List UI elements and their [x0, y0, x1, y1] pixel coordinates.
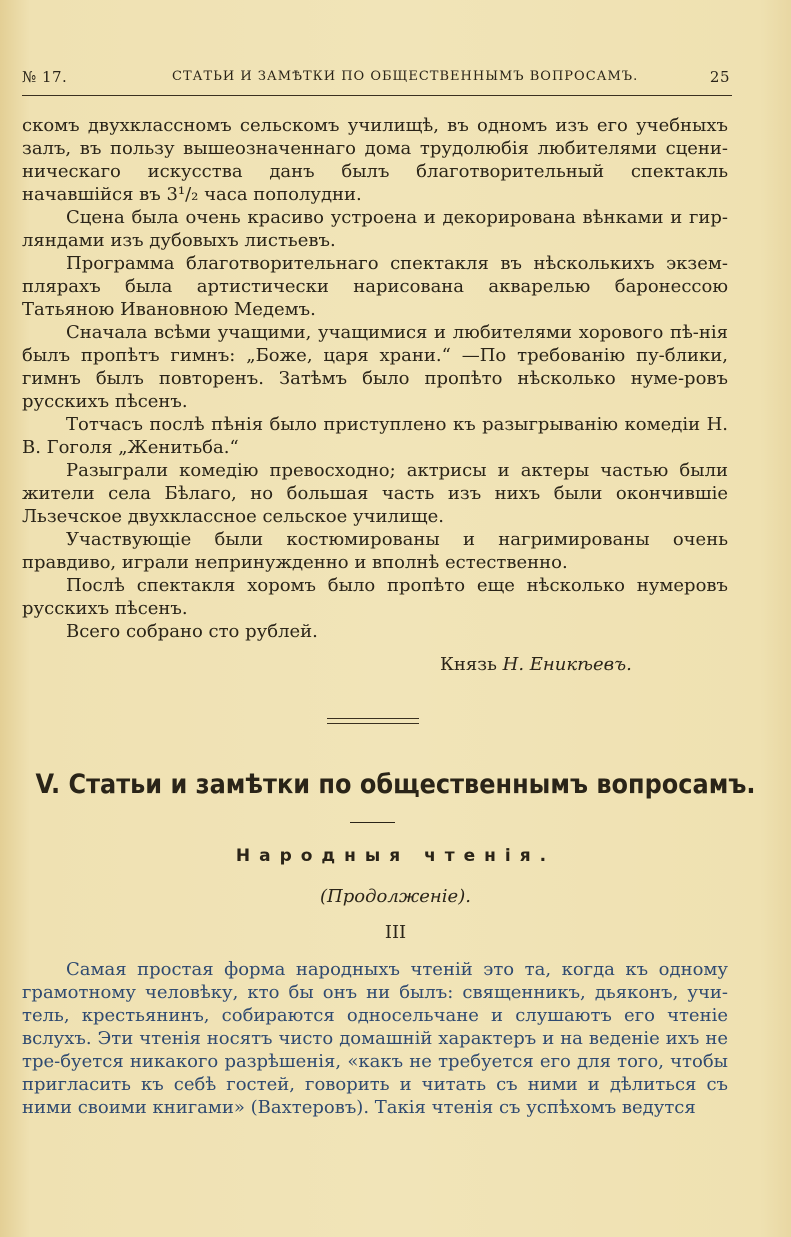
running-title: СТАТЬИ И ЗАМѢТКИ ПО ОБЩЕСТВЕННЫМЪ ВОПРОСАМЪ.	[172, 69, 639, 84]
section-title: V. Статьи и замѣтки по общественнымъ вопросамъ.	[35, 768, 756, 800]
paragraph: Разыграли комедію превосходно; актрисы и актеры частью были жители села Бѣлаго, но большая часть изъ нихъ были окончившіе Льзечское двухклассное сельское училище.	[22, 460, 728, 527]
section-subtitle: Народныя чтенія.	[235, 846, 556, 866]
section-divider	[327, 718, 419, 724]
page-number: 25	[709, 68, 730, 86]
paragraph: Послѣ спектакля хоромъ было пропѣто еще нѣсколько нумеровъ русскихъ пѣсенъ.	[22, 575, 728, 619]
article-top	[22, 114, 728, 643]
paragraph: Программа благотворительнаго спектакля въ нѣсколькихъ экзем-плярахъ была артистически нарисована акварелью баронессою Татьяною Ивановною Медемъ.	[22, 253, 728, 320]
chapter-number: III	[384, 922, 407, 943]
header-rule	[22, 95, 732, 96]
signature	[440, 654, 632, 675]
continuation-note: (Продолженіе).	[320, 886, 471, 907]
issue-number: № 17.	[22, 68, 68, 86]
paragraph: Участвующіе были костюмированы и нагримированы очень правдиво, играли непринужденно и вполнѣ естественно.	[22, 529, 728, 573]
running-header	[22, 68, 730, 92]
article-bottom	[22, 958, 728, 1119]
title-rule	[350, 822, 395, 823]
paragraph: скомъ двухклассномъ сельскомъ училищѣ, въ одномъ изъ его учебныхъ залъ, въ пользу вышеозначеннаго дома трудолюбія любителями сцени-ническаго искусства данъ былъ благотворительный спектакль начавшійся въ 3¹/₂ часа пополудни.	[22, 115, 728, 205]
paragraph: Сцена была очень красиво устроена и декорирована вѣнками и гир-ляндами изъ дубовыхъ листьевъ.	[22, 207, 728, 251]
paragraph: Всего собрано сто рублей.	[66, 621, 318, 642]
paragraph: Самая простая форма народныхъ чтеній это та, когда къ одному грамотному человѣку, кто бы онъ ни былъ: священникъ, дьяконъ, учи-тель, крестьянинъ, собираются односельчане и слушаютъ его чтеніе вслухъ. Эти чтенія носятъ чисто домашній характеръ и на веденіе ихъ не тре-буется никакого разрѣшенія, «какъ не требуется его для того, чтобы пригласить къ себѣ гостей, говорить и читать съ ними и дѣлиться съ ними своими книгами» (Вахтеровъ). Такія чтенія съ успѣхомъ ведутся	[22, 959, 728, 1118]
signature-name: Н. Еникѣевъ.	[502, 654, 632, 675]
paragraph: Тотчасъ послѣ пѣнія было приступлено къ разыгрыванію комедіи Н. В. Гоголя „Женитьба.“	[22, 414, 728, 458]
signature-prefix: Князь	[440, 654, 497, 675]
paragraph: Сначала всѣми учащими, учащимися и любителями хорового пѣ-нія былъ пропѣтъ гимнъ: „Боже, царя храни.“ —По требованію пу-блики, гимнъ былъ повторенъ. Затѣмъ было пропѣто нѣсколько нуме-ровъ русскихъ пѣсенъ.	[22, 322, 728, 412]
